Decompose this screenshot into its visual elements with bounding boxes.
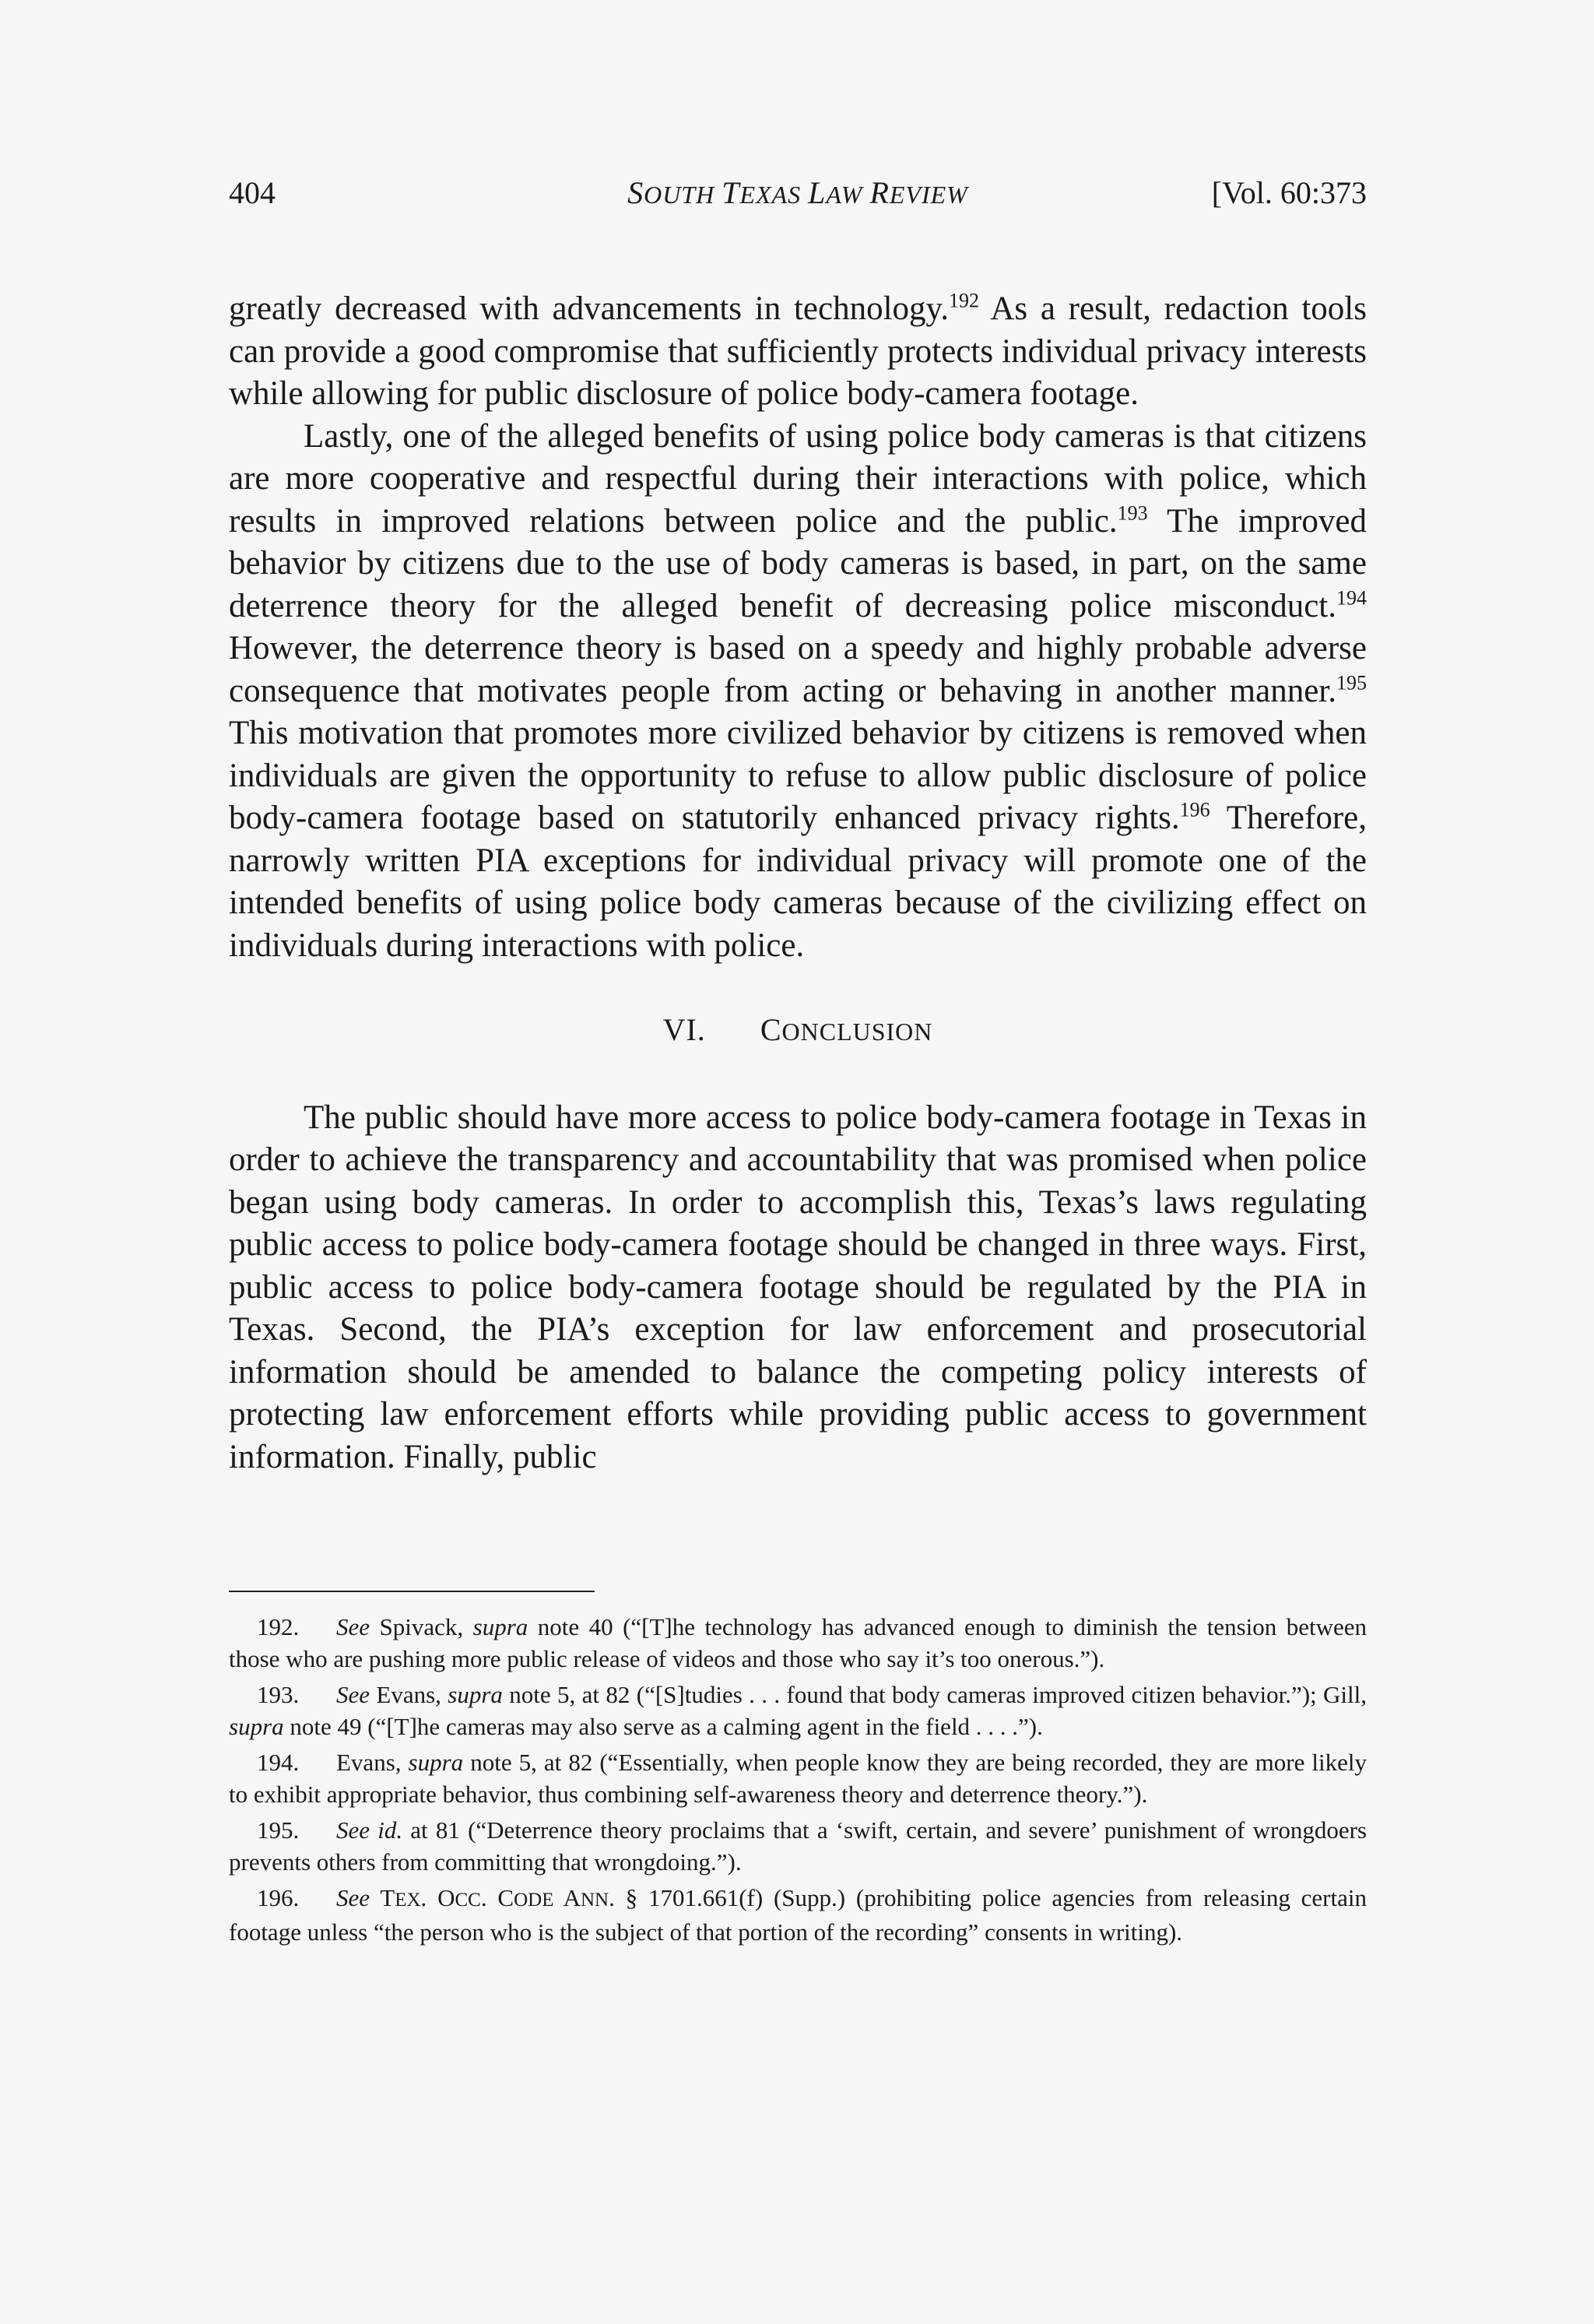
text-run: The improved behavior by citizens due to the use of body cameras is based, in part, on the same deterrence theory for the alleged benefit of decreasing police misconduct.	[229, 502, 1368, 624]
small-caps-text: ODE	[514, 1890, 554, 1911]
journal-title: SOUTH TEXAS LAW REVIEW	[627, 175, 968, 210]
footnote-number: 193.	[257, 1681, 300, 1708]
section-number: VI.	[662, 1012, 706, 1047]
footnote-ref: 195	[1336, 671, 1367, 694]
footnote	[229, 1612, 1367, 1675]
footnote-ref: 196	[1179, 798, 1210, 821]
text-run: at 81 (“Deterrence theory proclaims that a ‘swift, certain, and severe’ punishment of wrongdoers prevents others from committing that wrongdoing.”).	[229, 1816, 1367, 1876]
footnote-ref: 193	[1117, 501, 1148, 525]
footnote	[229, 1883, 1367, 1948]
footnote-number: 196.	[257, 1884, 300, 1911]
small-caps-text: NN	[580, 1890, 609, 1911]
section-title: CONCLUSION	[760, 1012, 933, 1047]
text-run: Evans,	[370, 1681, 448, 1708]
text-run: Lastly, one of the alleged benefits of using police body cameras is that citizens are more cooperative and respectful during their interactions with police, which results in improved relations between police and the public.	[229, 417, 1367, 540]
footnote-divider	[229, 1591, 595, 1592]
footnotes	[229, 1612, 1367, 1953]
italic-text: See	[336, 1681, 370, 1708]
footnote	[229, 1747, 1367, 1810]
text-run: note 40 (“[T]he technology has advanced enough to diminish the tension between those who are pushing more public release of videos and those who say it’s too onerous.”).	[229, 1613, 1367, 1672]
italic-text: supra	[408, 1749, 464, 1776]
paragraph-redaction	[229, 288, 1367, 416]
section-heading	[229, 1009, 1367, 1053]
footnote	[229, 1679, 1367, 1742]
italic-text: See	[336, 1613, 370, 1640]
italic-text: supra	[472, 1613, 528, 1640]
small-caps-text: CC	[455, 1890, 481, 1911]
text-run: Therefore, narrowly written PIA exceptions for individual privacy will promote one of the intended benefits of using police body cameras because of the civilizing effect on individuals during interactions with police.	[229, 800, 1367, 964]
small-caps-text: EX	[395, 1890, 421, 1911]
text-run: T	[370, 1884, 395, 1911]
italic-text: See id.	[336, 1816, 403, 1844]
footnote-number: 192.	[257, 1613, 300, 1640]
footnote-ref: 192	[948, 289, 979, 312]
page-number: 404	[229, 175, 276, 210]
footnote	[229, 1815, 1367, 1878]
text-run: . C	[480, 1884, 514, 1911]
footnote-number: 194.	[257, 1749, 300, 1776]
text-run: note 49 (“[T]he cameras may also serve as a calming agent in the field . . . .”).	[283, 1712, 1043, 1740]
text-run: As a result, redaction tools can provide a good compromise that sufficiently protects individual privacy interests while allowing for public disclosure of police body-camera footage.	[229, 290, 1367, 412]
text-run: . § 1701.661(f) (Supp.) (prohibiting police agencies from releasing certain footage unless “the person who is the subject of that portion of the recording” consents in writing).	[229, 1884, 1367, 1946]
volume-citation: [Vol. 60:373	[1211, 175, 1367, 210]
italic-text: supra	[448, 1681, 503, 1708]
text-run: note 5, at 82 (“Essentially, when people know they are being recorded, they are more likely to exhibit appropriate behavior, thus combining self-awareness theory and deterrence theory.”).	[229, 1749, 1367, 1808]
text-run: This motivation that promotes more civilized behavior by citizens is removed when individuals are given the opportunity to refuse to allow public disclosure of police body-camera footage based on statutorily enhanced privacy rights.	[229, 715, 1367, 836]
text-run: Evans,	[336, 1749, 409, 1776]
italic-text: See	[336, 1884, 370, 1911]
text-run: However, the deterrence theory is based on a speedy and highly probable adverse consequence that motivates people from acting or behaving in another manner.	[229, 630, 1367, 709]
footnote-ref: 194	[1336, 586, 1367, 610]
running-header	[229, 170, 1367, 216]
footnote-number: 195.	[257, 1816, 300, 1844]
text-run: greatly decreased with advancements in technology.	[229, 290, 949, 327]
italic-text: supra	[229, 1712, 284, 1740]
text-run: A	[553, 1884, 581, 1911]
paragraph-conclusion: The public should have more access to police body-camera footage in Texas in order to achieve the transparency and accountability that was promised when police began using body cameras. In order to accomplish this, Texas’s laws regulating public access to police body-camera footage should be changed in three ways. First, public access to police body-camera footage should be regulated by the PIA in Texas. Second, the PIA’s exception for law enforcement and prosecutorial information should be amended to balance the competing policy interests of protecting law enforcement efforts while providing public access to government information. Finally, public	[229, 1099, 1367, 1475]
text-run: Spivack,	[370, 1613, 473, 1640]
main-text	[229, 288, 1367, 1478]
paragraph-lastly	[229, 416, 1367, 968]
text-run: . O	[420, 1884, 455, 1911]
text-run: note 5, at 82 (“[S]tudies . . . found that body cameras improved citizen behavior.”); Gill,	[502, 1681, 1367, 1708]
